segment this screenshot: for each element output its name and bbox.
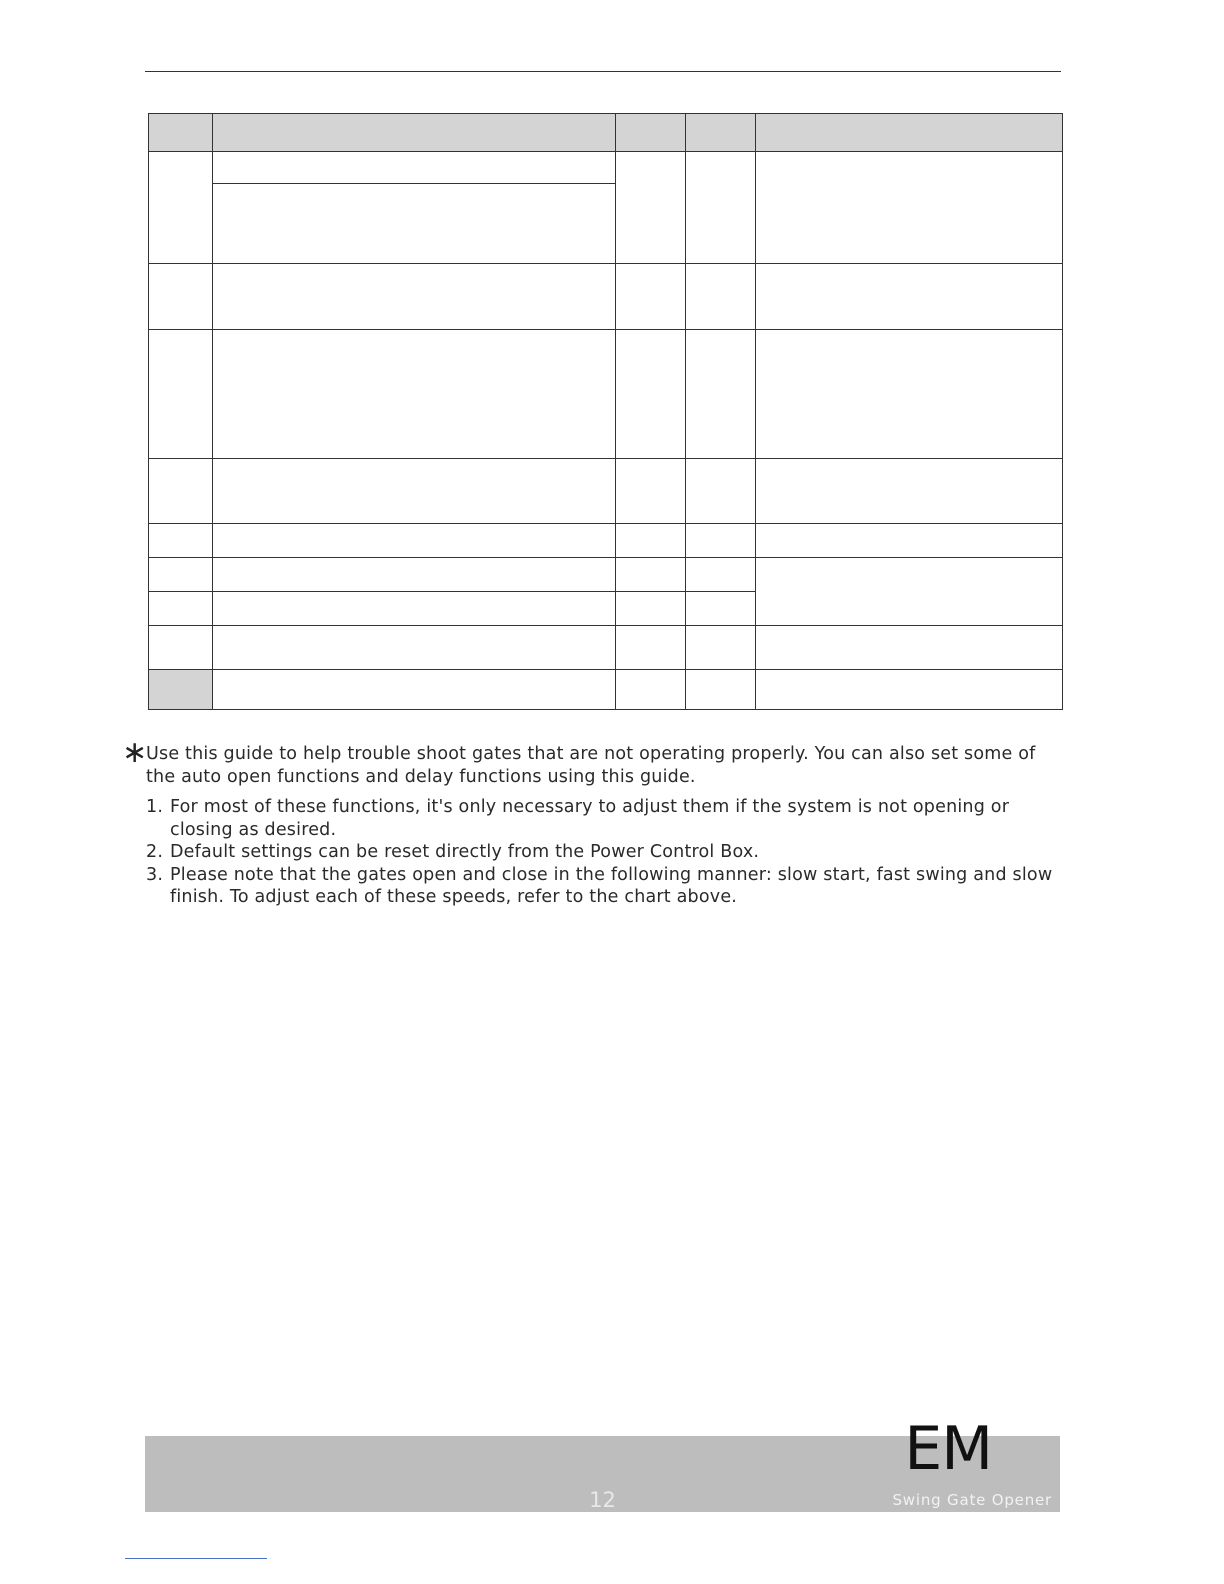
table-cell — [148, 625, 213, 670]
table-cell — [212, 591, 616, 626]
table-cell — [148, 329, 213, 459]
list-item — [146, 864, 1062, 909]
table-cell — [755, 557, 1063, 626]
table-cell — [755, 151, 1063, 264]
table-cell — [148, 151, 213, 264]
page-footer — [145, 1414, 1060, 1512]
table-cell — [685, 669, 756, 710]
table-cell — [212, 523, 616, 558]
table-cell — [755, 523, 1063, 558]
asterisk-icon: ∗ — [122, 735, 148, 770]
table-cell — [212, 329, 616, 459]
table-cell — [755, 458, 1063, 524]
table-cell — [212, 669, 616, 710]
table-header-cell — [148, 113, 213, 152]
notes-intro-paragraph — [122, 735, 1062, 788]
list-item-number: 1. — [146, 797, 164, 817]
table-header-cell — [685, 113, 756, 152]
table-cell — [685, 458, 756, 524]
table-cell — [755, 669, 1063, 710]
table-cell — [755, 625, 1063, 670]
table-cell — [615, 523, 686, 558]
footnote-link-underline[interactable] — [125, 1558, 267, 1559]
table-cell — [148, 458, 213, 524]
table-cell — [685, 151, 756, 264]
table-cell — [615, 557, 686, 592]
table-cell — [755, 329, 1063, 459]
brand-logo: EM — [904, 1414, 992, 1484]
list-item-text: Default settings can be reset directly from the Power Control Box. — [170, 842, 760, 862]
list-item-number: 3. — [146, 864, 164, 885]
table-cell — [685, 557, 756, 592]
table-cell — [685, 263, 756, 330]
list-item — [146, 796, 1062, 841]
table-cell — [212, 625, 616, 670]
list-item-number: 2. — [146, 842, 164, 862]
table-header-cell — [212, 113, 616, 152]
table-cell — [615, 591, 686, 626]
page-number: 12 — [589, 1488, 616, 1512]
notes-list — [122, 796, 1062, 909]
list-item-text: Please note that the gates open and close in the following manner: slow start, fast swing and slow finish. To adjust each of these speeds, refer to the chart above. — [170, 864, 1053, 907]
table-cell — [212, 151, 616, 184]
header-rule — [145, 71, 1061, 72]
notes-intro-text: Use this guide to help trouble shoot gates that are not operating properly. You can also set some of the auto open functions and delay functions using this guide. — [146, 744, 1036, 787]
table-header-cell — [755, 113, 1063, 152]
table-cell — [148, 591, 213, 626]
table-cell — [148, 669, 213, 710]
list-item-text: For most of these functions, it's only necessary to adjust them if the system is not opening or closing as desired. — [170, 797, 1010, 840]
table-cell — [212, 557, 616, 592]
troubleshooting-notes — [122, 735, 1062, 909]
table-cell — [148, 263, 213, 330]
table-cell — [212, 458, 616, 524]
table-header-cell — [615, 113, 686, 152]
table-cell — [685, 625, 756, 670]
table-cell — [615, 458, 686, 524]
list-item — [146, 841, 1062, 864]
table-cell — [685, 329, 756, 459]
table-cell — [615, 329, 686, 459]
table-cell — [685, 591, 756, 626]
table-cell — [212, 263, 616, 330]
table-cell — [615, 625, 686, 670]
table-cell — [615, 151, 686, 264]
table-cell — [615, 263, 686, 330]
settings-table — [148, 113, 1063, 710]
table-cell — [685, 523, 756, 558]
brand-tagline: Swing Gate Opener — [892, 1491, 1052, 1509]
table-cell — [755, 263, 1063, 330]
table-cell — [148, 523, 213, 558]
table-cell — [148, 557, 213, 592]
table-cell — [212, 183, 616, 264]
table-cell — [615, 669, 686, 710]
